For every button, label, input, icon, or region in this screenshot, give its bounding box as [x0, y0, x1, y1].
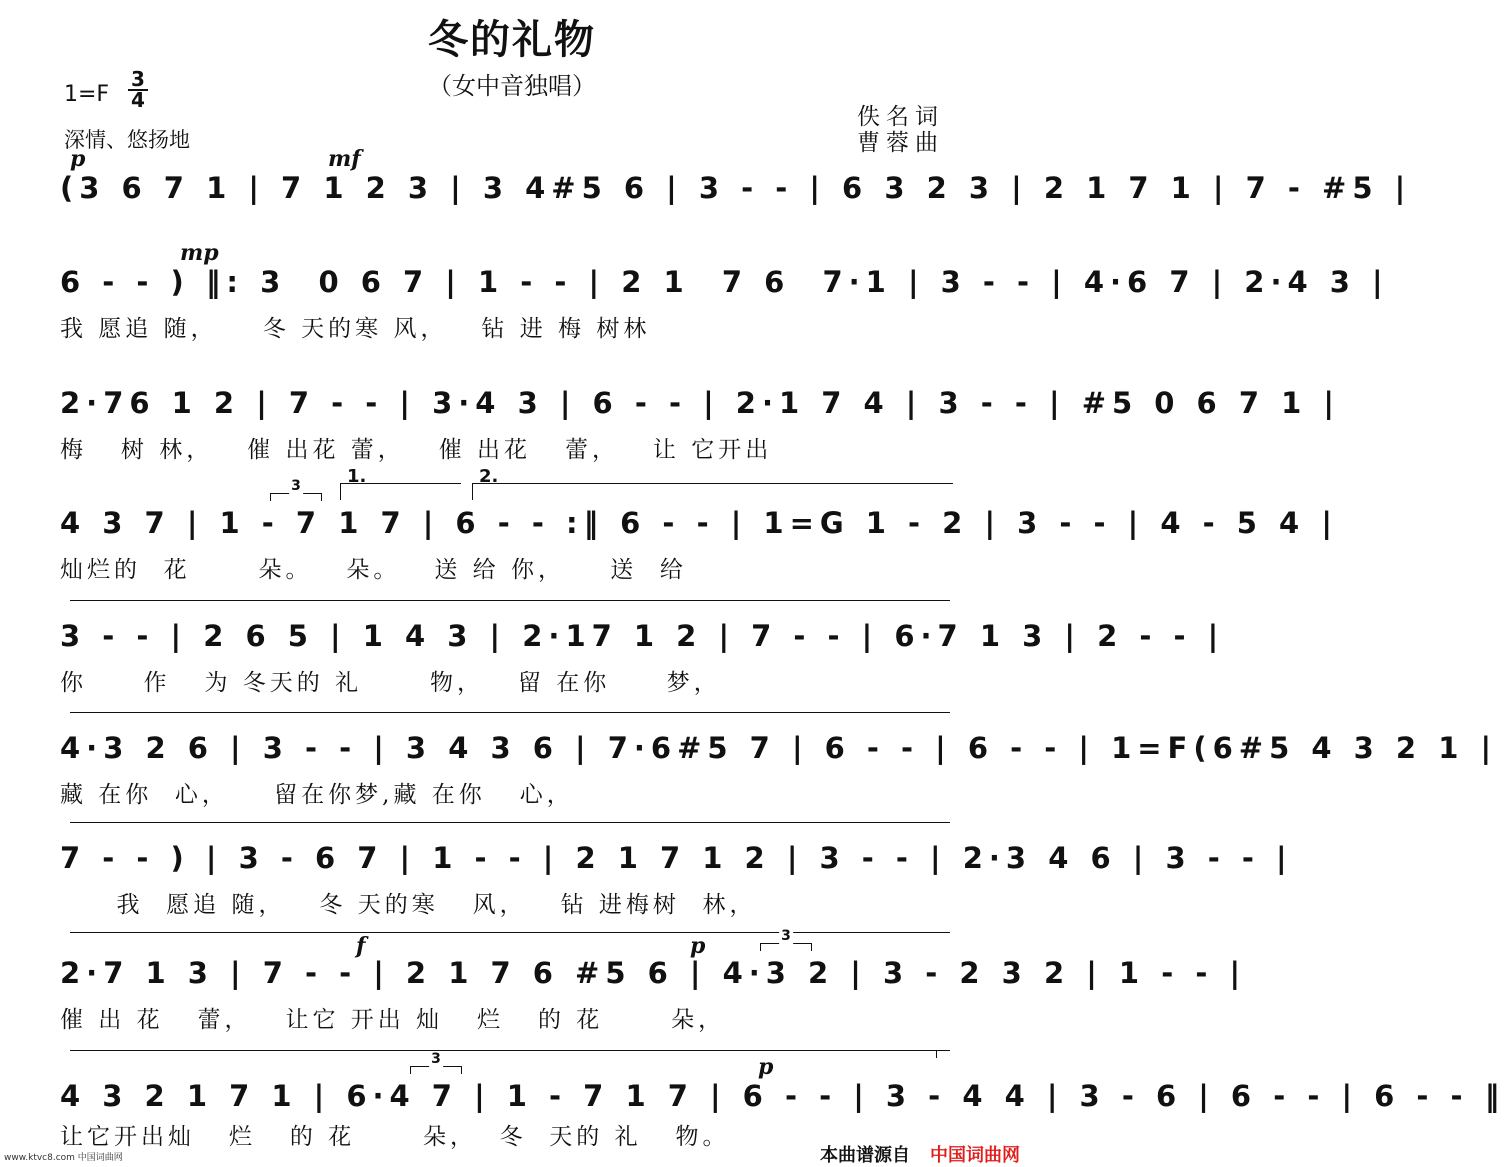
notation-line: (3 6 7 1 | 7 1 2 3 | 3 4#5 6 | 3 - - | 6 3 2 3 | 2 1 7 1 | 7 - #5 | [60, 171, 1412, 205]
end-bar-tick [936, 1050, 938, 1058]
subtitle: （女中音独唱） [428, 72, 596, 100]
system-divider [70, 600, 950, 601]
lyrics-line: 藏 在你 心， 留在你梦,藏 在你 心， [60, 782, 574, 808]
volta-2-label: 2. [479, 466, 499, 487]
time-denominator: 4 [131, 88, 145, 112]
notation-line: 4 3 2 1 7 1 | 6·4 7 | 1 - 7 1 7 | 6 - - | 3 - 4 4 | 3 - 6 | 6 - - | 6 - - ‖ [60, 1079, 1505, 1113]
footer-url: www.ktvc8.com 中国词曲网 [4, 1153, 123, 1163]
notation-line: 3 - - | 2 6 5 | 1 4 3 | 2·17 1 2 | 7 - - | 6·7 1 3 | 2 - - | [60, 619, 1225, 653]
key-signature: 1=F [64, 82, 110, 107]
volta-1-label: 1. [347, 466, 367, 487]
triplet-bracket [760, 928, 812, 951]
lyrics-line: 让它开出灿 烂 的 花 朵， 冬 天的 礼 物。 [60, 1124, 730, 1150]
notation-line: 4 3 7 | 1 - 7 1 7 | 6 - - :‖ 6 - - | 1=G 1 - 2 | 3 - - | 4 - 5 4 | [60, 506, 1338, 540]
lyrics-line: 催 出 花 蕾， 让它 开出 灿 烂 的 花 朵， [60, 1007, 726, 1033]
dynamic-marking: p [690, 933, 706, 959]
system-divider [70, 712, 950, 713]
notation-line: 6 - - ) ‖: 3 0 6 7 | 1 - - | 2 1 7 6 7·1 | 3 - - | 4·6 7 | 2·4 3 | [60, 265, 1389, 299]
page-title: 冬的礼物 [428, 16, 596, 63]
composer-credit: 曹蓉曲 [857, 130, 944, 156]
system-divider [70, 932, 950, 933]
dynamic-marking: mf [328, 146, 361, 172]
notation-line: 4·3 2 6 | 3 - - | 3 4 3 6 | 7·6#5 7 | 6 - - | 6 - - | 1=F(6#5 4 3 2 1 | [60, 731, 1498, 765]
footer-source-text: 本曲谱源自 [820, 1145, 910, 1166]
triplet-bracket [270, 478, 322, 501]
dynamic-marking: f [356, 933, 366, 959]
volta-2-bracket [472, 466, 953, 500]
triplet-bracket [410, 1051, 462, 1074]
time-numerator: 3 [128, 70, 148, 91]
lyrics-line: 梅 树 林， 催 出花 蕾， 催 出花 蕾， 让 它开出 [60, 437, 773, 463]
lyrics-line: 我 愿追 随， 冬 天的寒 风， 钻 进 梅 树林 [60, 316, 651, 342]
time-signature [128, 67, 148, 112]
dynamic-marking: mp [180, 240, 219, 266]
notation-line: 2·7 1 3 | 7 - - | 2 1 7 6 #5 6 | 4·3 2 | 3 - 2 3 2 | 1 - - | [60, 956, 1247, 990]
lyrics-line: 灿烂的 花 朵。 朵。 送 给 你， 送 给 [60, 557, 687, 583]
volta-1-bracket [340, 466, 461, 500]
lyricist-credit: 佚名词 [857, 104, 944, 130]
triplet-label: 3 [781, 928, 791, 944]
system-divider [70, 1050, 950, 1051]
lyrics-line: 我 愿追 随， 冬 天的寒 风， 钻 进梅树 林， [60, 892, 757, 918]
lyrics-line: 你 作 为 冬天的 礼 物， 留 在你 梦， [60, 670, 721, 696]
tempo-marking: 深情、悠扬地 [64, 128, 190, 152]
footer-site-logo: 中国词曲网 [930, 1145, 1020, 1166]
dynamic-marking: p [70, 146, 86, 172]
triplet-label: 3 [431, 1051, 441, 1067]
triplet-label: 3 [291, 478, 301, 494]
dynamic-marking: p [758, 1054, 774, 1080]
notation-line: 7 - - ) | 3 - 6 7 | 1 - - | 2 1 7 1 2 | 3 - - | 2·3 4 6 | 3 - - | [60, 841, 1293, 875]
notation-line: 2·76 1 2 | 7 - - | 3·4 3 | 6 - - | 2·1 7 4 | 3 - - | #5 0 6 7 1 | [60, 386, 1340, 420]
system-divider [70, 822, 950, 823]
